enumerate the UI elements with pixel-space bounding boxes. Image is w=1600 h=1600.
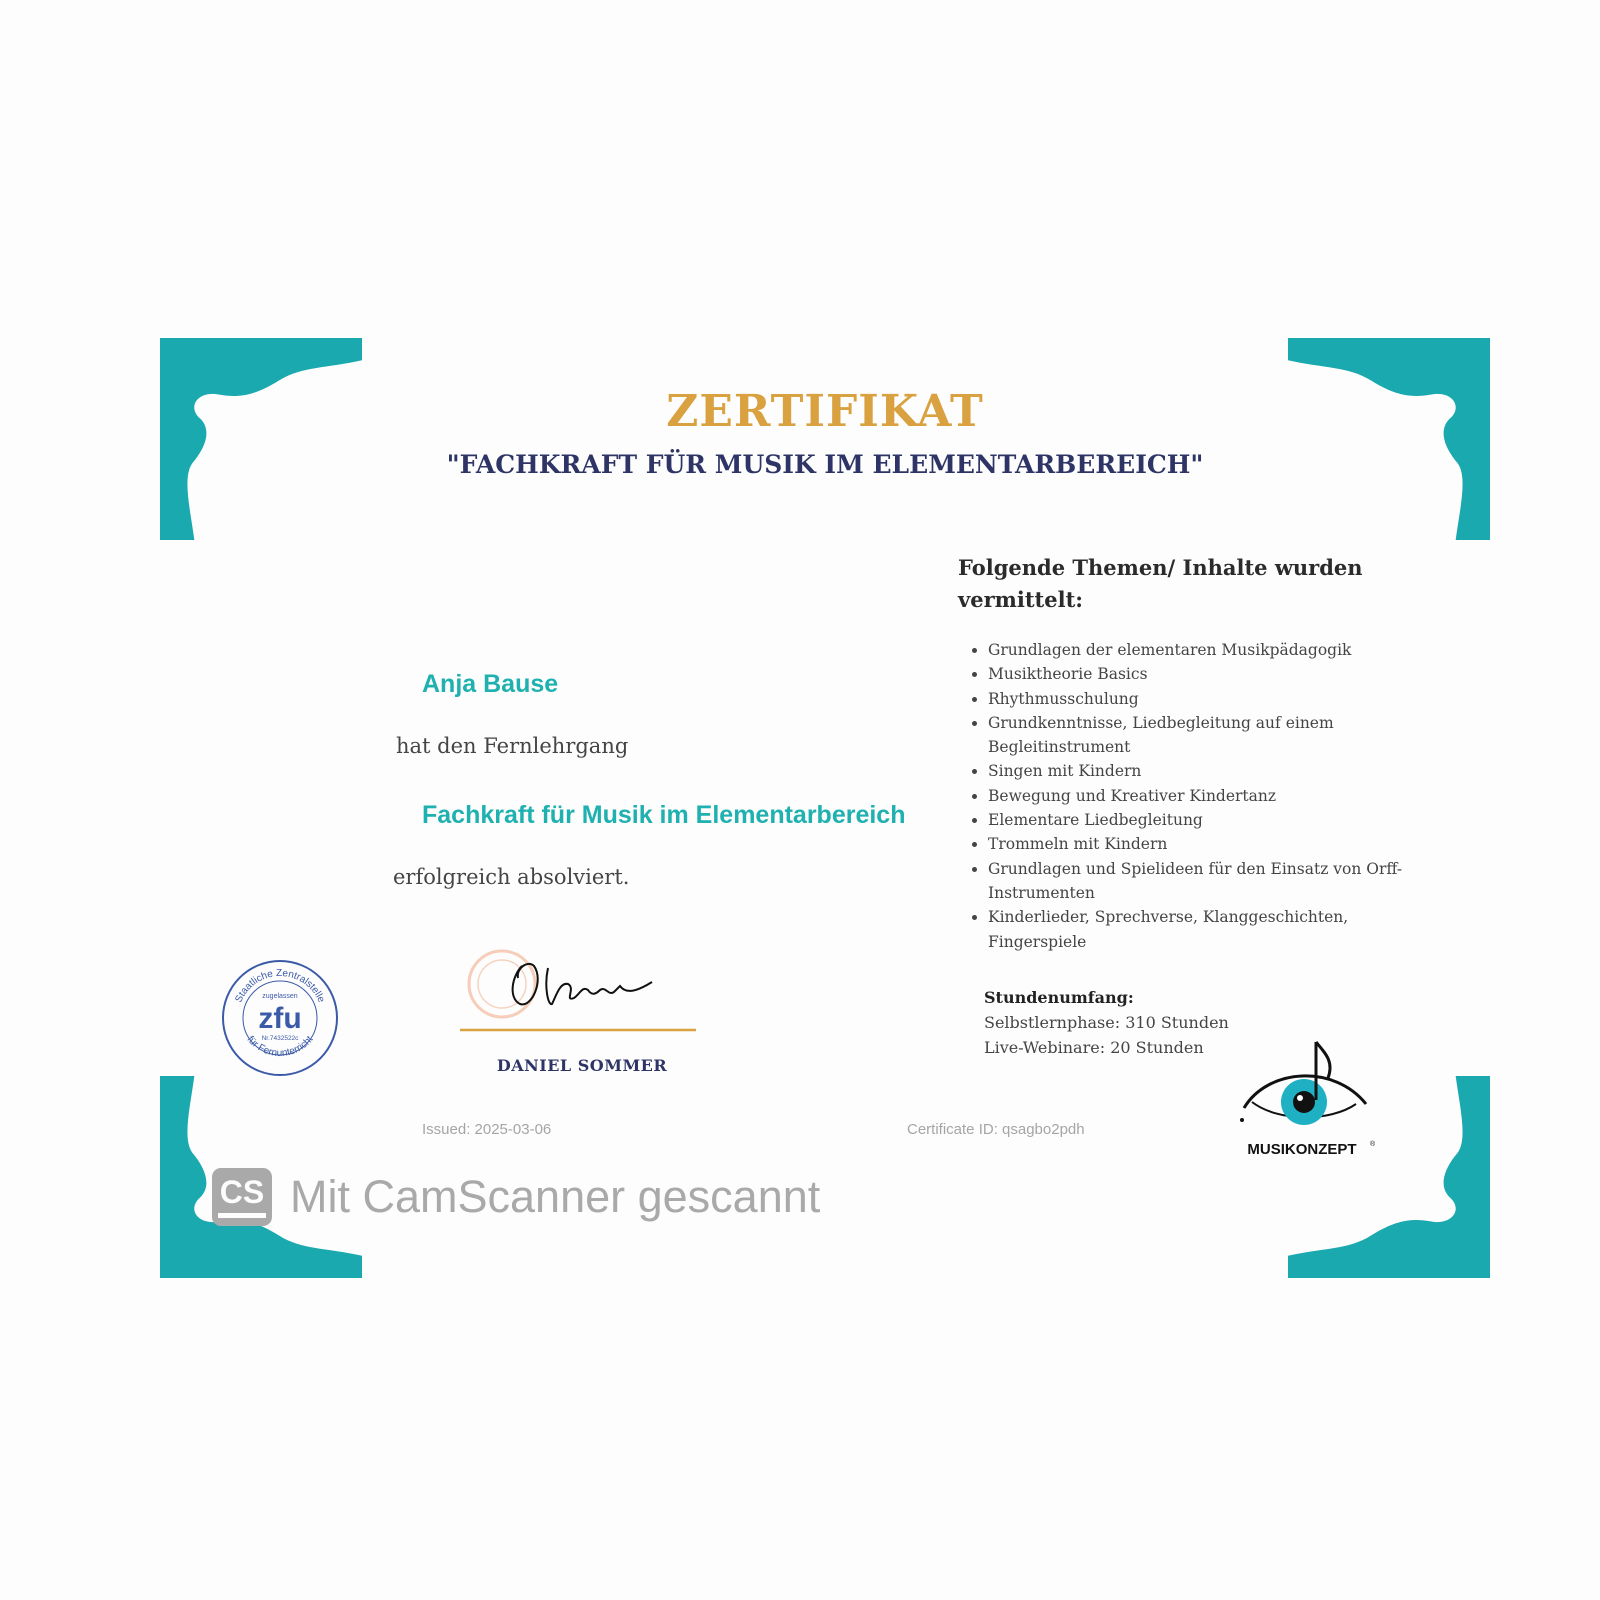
certificate-id: Certificate ID: qsagbo2pdh: [907, 1121, 1085, 1138]
topic-item: • Grundkenntnisse, Liedbegleitung auf einem Begleitinstrument: [988, 711, 1428, 760]
topic-item: • Rhythmusschulung: [988, 687, 1428, 711]
seal-text-bottom: für Fernunterricht: [244, 1034, 316, 1060]
certificate-title: ZERTIFIKAT: [666, 386, 984, 437]
seal-text-logo: zfu: [258, 1002, 302, 1035]
topic-item: • Grundlagen und Spielideen für den Einsatz von Orff-Instrumenten: [988, 857, 1428, 906]
camscanner-icon-bar: [218, 1213, 266, 1218]
signature-graphic: [460, 946, 710, 1036]
topic-item: • Singen mit Kindern: [988, 759, 1428, 783]
camscanner-text: Mit CamScanner gescannt: [290, 1171, 821, 1222]
intro-text: hat den Fernlehrgang: [396, 734, 629, 758]
topics-heading: Folgende Themen/ Inhalte wurden vermittelt:: [958, 555, 1363, 612]
topic-item: • Grundlagen der elementaren Musikpädagogik: [988, 638, 1428, 662]
camscanner-icon-letters: CS: [219, 1174, 265, 1210]
issued-date: Issued: 2025-03-06: [422, 1121, 552, 1138]
camscanner-icon: [212, 1168, 272, 1226]
topic-item: • Bewegung und Kreativer Kindertanz: [988, 784, 1428, 808]
camscanner-watermark: [212, 1168, 820, 1226]
topic-item: • Kinderlieder, Sprechverse, Klanggeschichten, Fingerspiele: [988, 905, 1428, 954]
corner-ornament-top-left: [160, 338, 362, 540]
seal-text-top: Staatliche Zentralstelle: [233, 967, 327, 1005]
signatory-name: DANIEL SOMMER: [496, 1056, 668, 1075]
corner-ornament-top-right: [1288, 338, 1490, 540]
hours-live-webinars: Live-Webinare: 20 Stunden: [984, 1038, 1204, 1057]
zfu-seal-icon: [220, 958, 340, 1078]
completion-text: erfolgreich absolviert.: [393, 865, 630, 889]
musikonzept-logo: [1230, 1038, 1380, 1168]
hours-self-study: Selbstlernphase: 310 Stunden: [984, 1013, 1229, 1032]
seal-text-number: Nr.7432522c: [261, 1035, 299, 1042]
topic-item: • Trommeln mit Kindern: [988, 832, 1428, 856]
seal-text-zugelassen: zugelassen: [262, 993, 298, 1000]
course-name: Fachkraft für Musik im Elementarbereich: [422, 801, 906, 829]
topics-list: [968, 638, 1428, 954]
logo-registered-mark: ®: [1370, 1141, 1376, 1148]
logo-text: MUSIKONZEPT: [1247, 1141, 1357, 1158]
topic-item: • Elementare Liedbegleitung: [988, 808, 1428, 832]
certificate: [160, 338, 1490, 1278]
hours-heading: Stundenumfang:: [984, 988, 1134, 1007]
certificate-subtitle: "FACHKRAFT FÜR MUSIK IM ELEMENTARBEREICH": [446, 450, 1204, 479]
topic-item: • Musiktheorie Basics: [988, 662, 1428, 686]
recipient-name: Anja Bause: [422, 670, 559, 698]
